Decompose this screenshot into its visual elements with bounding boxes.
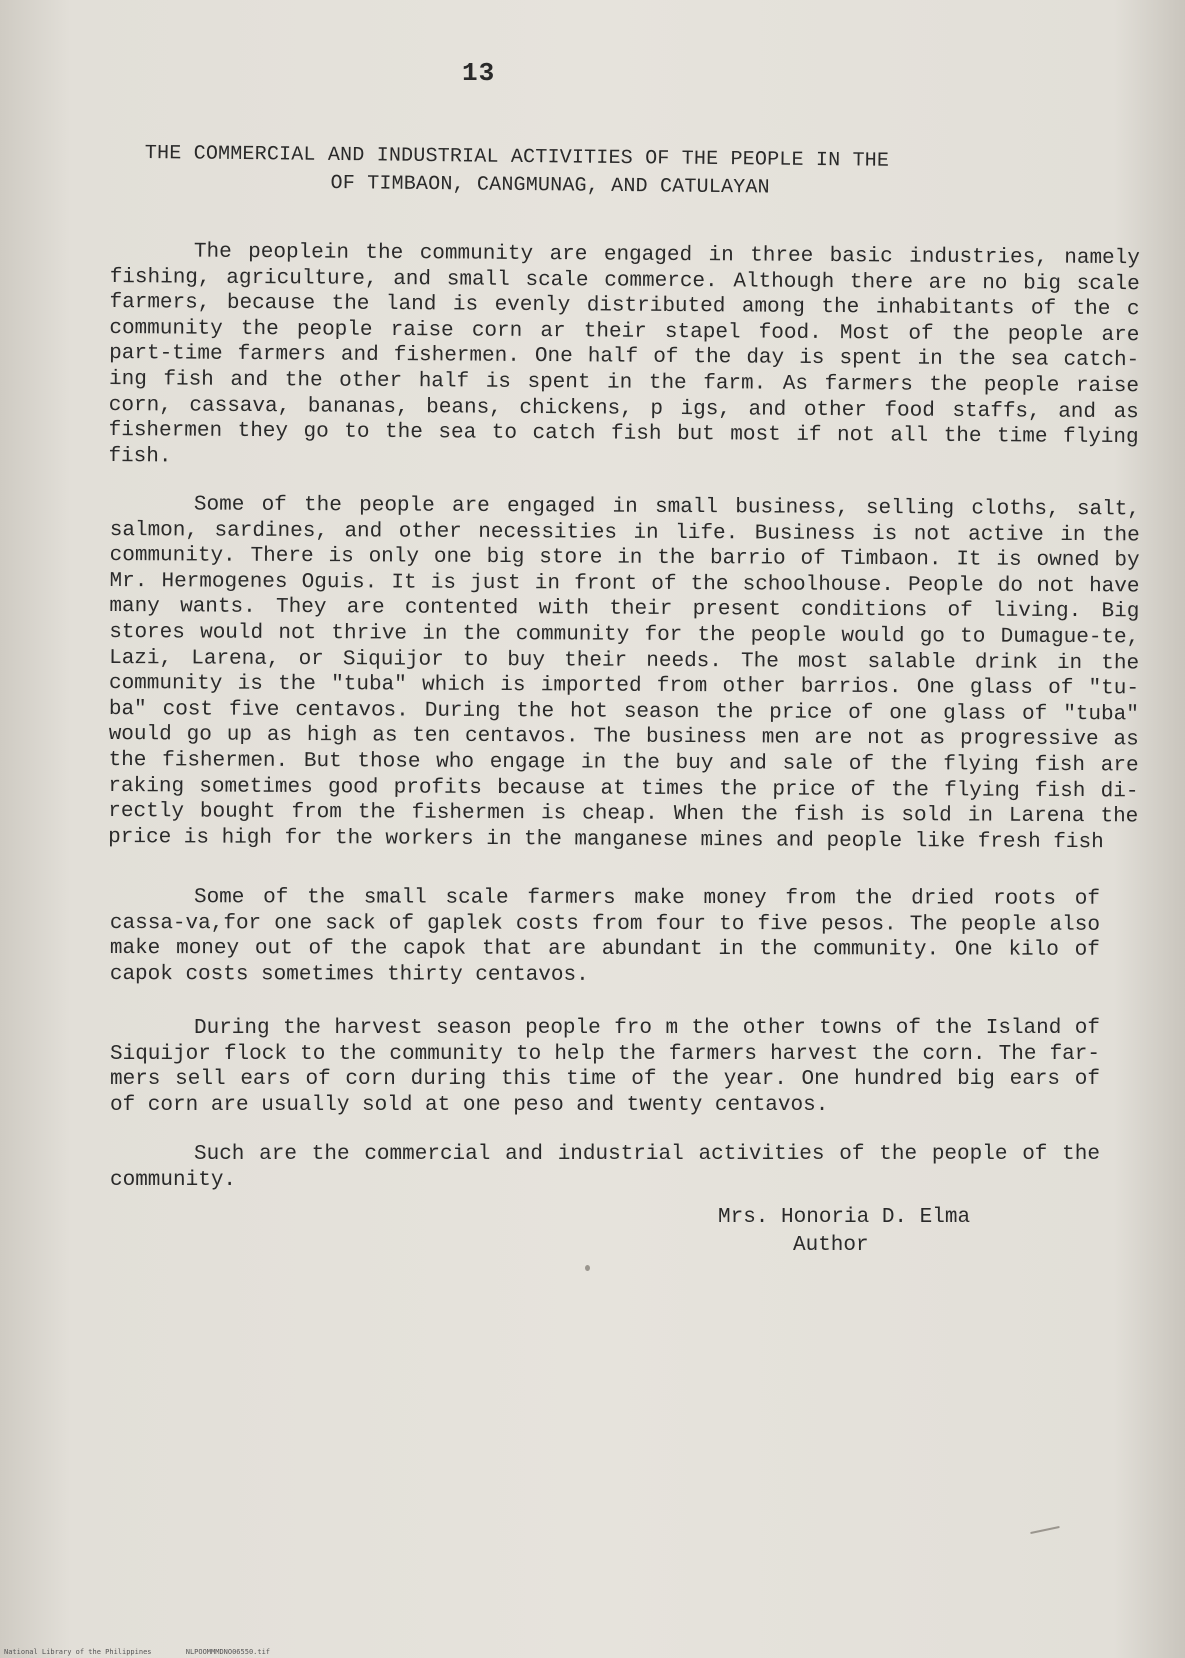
paragraph-business: Some of the people are engaged in small business, selling cloths, salt, salmon, sardines, and other necessities in life. Business is not active in the community. There is only one big store in the barrio of Timbaon. It is owned by Mr. Hermogenes Oguis. It is just in front of the schoolhouse. People do not have many wants. They are contented with their present conditions of living. Big stores would not thrive in the community for the people would go to Dumague-te, Lazi, Larena, or Siquijor to buy their needs. The most salable drink in the community is the "tuba" which is imported from other barrios. One glass of "tu-ba" cost five centavos. During the hot season the price of one glass of "tuba" would go up as high as ten centavos. The business men are not as progressive as the fishermen. But those who engage in the buy and sale of the flying fish are raking sometimes good profits because at times the price of the flying fish di-rectly bought from the fishermen is cheap. When the fish is sold in Larena the price is high for the workers in the manganese mines and people like fresh fish [108,493,1140,854]
signature-block [718,1204,970,1260]
paper-mark [1030,1526,1060,1534]
paragraph-harvest: During the harvest season people fro m the other towns of the Island of Siquijor flock to the community to help the farmers harvest the corn. The far-mers sell ears of corn during this time of the year. One hundred big ears of of corn are usually sold at one peso and twenty centavos. [110,1017,1100,1117]
title-line-2: OF TIMBAON, CANGMUNAG, AND CATULAYAN [330,171,770,200]
title-line-1: THE COMMERCIAL AND INDUSTRIAL ACTIVITIES OF THE PEOPLE IN THE [144,141,890,173]
footer-library: National Library of the Philippines [4,1648,152,1656]
document-title [144,140,925,204]
author-role: Author [793,1234,869,1257]
author-name: Mrs. Honoria D. Elma [718,1206,971,1229]
paragraph-cassava-capok: Some of the small scale farmers make money from the dried roots of cassa-va,for one sack of gaplek costs from four to five pesos. The people also make money out of the capok that are abundant in the community. One kilo of capok costs sometimes thirty centavos. [109,886,1100,987]
paper-speck [585,1265,590,1271]
scan-footer [4,1648,300,1656]
paragraph-industries: The peoplein the community are engaged in three basic industries, namely fishing, agriculture, and small scale commerce. Although there are no big scale farmers, because the land is evenly distributed among the inhabitants of the c community the people raise corn ar their stapel food. Most of the people are part-time farmers and fishermen. One half of the day is spent in the sea catch-ing fish and the other half is spent in the farm. As farmers the people raise corn, cassava, bananas, beans, chickens, p igs, and other food staffs, and as fishermen they go to the sea to catch fish but most if not all the time flying fish. [108,240,1140,469]
page-number: 13 [462,58,496,88]
paragraph-conclusion: Such are the commercial and industrial activities of the people of the community. [110,1143,1100,1192]
footer-file: NLPOOMMMDNO06550.tif [185,1648,271,1656]
